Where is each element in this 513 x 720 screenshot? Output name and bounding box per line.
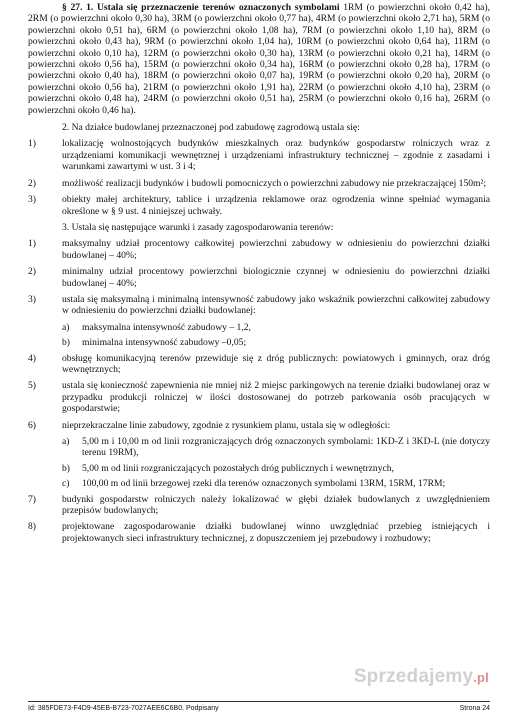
watermark-main: Sprzedajemy [353,666,474,687]
list-item [28,178,490,189]
footer-page-number: Strona 24 [459,705,490,712]
list-item [28,521,490,544]
item-number: 5) [28,380,36,392]
section-2-list [28,138,490,216]
item-number: 3) [28,194,36,206]
item-text: nieprzekraczalne linie zabudowy, zgodnie z rysunkiem planu, ustala się w odległości: [62,419,391,431]
item-number: 8) [28,521,36,533]
sub-list-item [62,436,490,459]
item-text: ustala się konieczność zapewnienia nie mniej niż 2 miejsc parkingowych na terenie działki budowlanej oraz w przypadku produkcji rolniczej w ilości dostosowanej do potrzeb parkowania osób pracujących w gospodarstwie; [62,380,490,415]
item-number: 7) [28,493,36,505]
watermark-tld: .pl [473,670,489,685]
item-number: b) [62,337,70,349]
section-3-sublist-6 [28,436,490,490]
list-item [28,266,490,289]
section-27-lead: § 27. 1. Ustala się przeznaczenie terenów oznaczonych symbolami [62,2,340,13]
list-item [28,294,490,317]
item-text: obiekty małej architektury, tablice i urządzenia reklamowe oraz ogrodzenia winne spełniać wymagania określone w § 9 ust. 4 niniejszej uchwały. [62,194,490,217]
sub-list-item [62,478,490,489]
item-number: a) [62,436,70,447]
item-number: 1) [28,138,36,150]
page-footer [28,701,490,712]
item-number: a) [62,321,70,333]
item-text: 100,00 m od linii brzegowej rzeki dla terenów oznaczonych symbolami 13RM, 15RM, 17RM; [82,478,446,490]
sub-list-item [62,337,490,348]
item-number: 1) [28,238,36,250]
section-27-text: 1RM (o powierzchni około 0,42 ha), 2RM (o powierzchni około 0,30 ha), 3RM (o powierzchni około 0,77 ha), 4RM (o powierzchni około 2,71 ha), 5RM (o powierzchni około 0,51 ha), 6RM (o powierzchni około 1,08 ha), 7RM (o powierzchni około 1,10 ha), 8RM (o powierzchni około 0,43 ha), 9RM (o powierzchni około 1,04 ha), 10RM (o powierzchni około 0,64 ha), 11RM (o powierzchni około 0,10 ha), 12RM (o powierzchni około 0,30 ha), 13RM (o powierzchni około 0,21 ha), 14RM (o powierzchni około 0,56 ha), 15RM (o powierzchni około 0,34 ha), 16RM (o powierzchni około 0,28 ha), 17RM (o powierzchni około 0,40 ha), 18RM (o powierzchni około 0,07 ha), 19RM (o powierzchni około 0,20 ha), 20RM (o powierzchni około 0,56 ha), 21RM (o powierzchni około 1,91 ha), 22RM (o powierzchni około 4,10 ha), 23RM (o powierzchni około 0,48 ha), 24RM (o powierzchni około 0,51 ha), 25RM (o powierzchni około 0,16 ha), 26RM (o powierzchni około 0,46 ha). [28,2,490,116]
section-3-sublist-3 [28,322,490,349]
list-item [28,138,490,172]
sub-list-item [62,463,490,474]
item-text: minimalny udział procentowy powierzchni biologicznie czynnej w odniesieniu do powierzchni działki budowlanej – 40%; [62,266,490,289]
section-2-title: 2. Na działce budowlanej przeznaczonej pod zabudowę zagrodową ustala się: [62,122,360,134]
item-text: budynki gospodarstw rolniczych należy lokalizować w głębi działek budowlanych z uwzględnieniem przepisów budowlanych; [62,493,490,517]
item-number: 4) [28,352,36,364]
list-item [28,238,490,261]
list-item [28,494,490,517]
document-page [28,2,490,549]
list-item [28,420,490,431]
section-27-paragraph [28,2,490,116]
item-text: maksymalna intensywność zabudowy – 1,2, [82,321,251,333]
list-item [28,380,490,414]
item-number: 6) [28,419,36,431]
item-text: 5,00 m i 10,00 m od linii rozgraniczających dróg oznaczonych symbolami: 1KD-Z i 3KD-L (nie dotyczy terenu 19RM), [82,436,490,459]
item-text: obsługę komunikacyjną terenów przewiduje się z dróg publicznych: powiatowych i gminnych, oraz dróg wewnętrznych; [62,352,490,375]
watermark-logo [354,666,489,688]
section-3-list-end [28,494,490,545]
sub-list-item [62,322,490,333]
item-text: minimalna intensywność zabudowy –0,05; [82,337,247,349]
item-text: możliwość realizacji budynków i budowli pomocniczych o powierzchni zabudowy nie przekraczającej 150m²; [62,177,487,189]
item-text: ustala się maksymalną i minimalną intensywność zabudowy jako wskaźnik powierzchni całkowitej zabudowy w odniesieniu do powierzchni działki budowlanej: [62,293,490,317]
section-3-list [28,238,490,316]
section-3-list-continued [28,353,490,431]
list-item [28,194,490,217]
item-number: c) [62,478,70,490]
item-number: 3) [28,293,36,305]
item-text: projektowane zagospodarowanie działki budowlanej winno uwzględniać przebieg istniejących i projektowanych sieci infrastruktury technicznej, z dopuszczeniem jej przebudowy i rozbudowy; [62,521,490,544]
footer-document-id: Id: 385FDE73-F4D9-45EB-B723-7027AEE6C6B0. Podpisany [28,705,219,712]
item-number: 2) [28,177,36,189]
item-text: maksymalny udział procentowy całkowitej powierzchni zabudowy w odniesieniu do powierzchni działki budowlanej – 40%; [62,238,490,261]
item-text: lokalizację wolnostojących budynków mieszkalnych oraz budynków gospodarstw rolniczych wraz z urządzeniami komunikacji wewnętrznej i urządzeniami infrastruktury technicznej – zgodnie z zasadami i warunkami zawartymi w ust. 3 i 4; [62,138,490,173]
list-item [28,353,490,376]
item-number: b) [62,462,70,474]
item-number: 2) [28,266,36,278]
section-3-title: 3. Ustala się następujące warunki i zasady zagospodarowania terenów: [62,221,334,233]
item-text: 5,00 m od linii rozgraniczających pozostałych dróg publicznych i wewnętrznych, [82,462,394,474]
